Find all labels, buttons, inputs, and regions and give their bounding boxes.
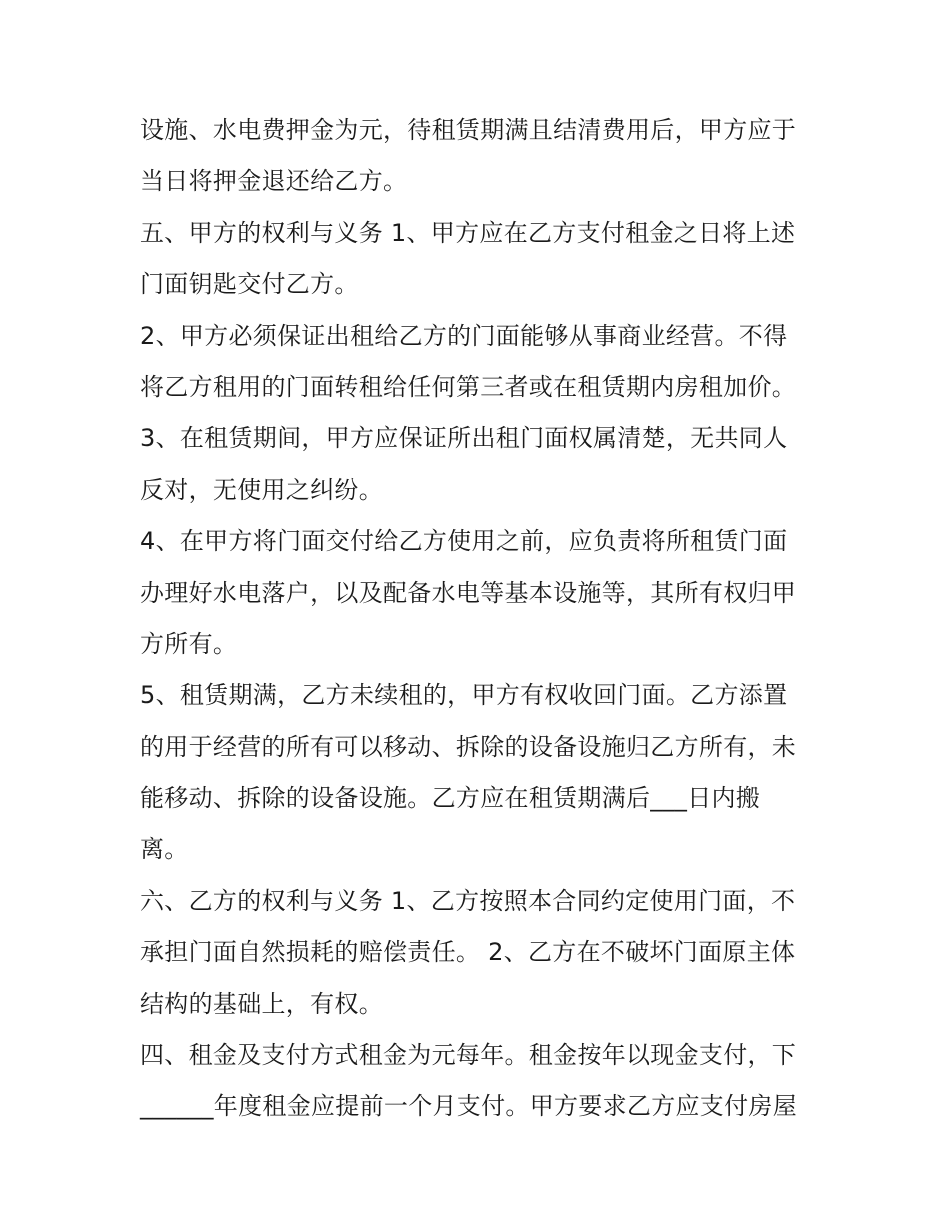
text-line: 设施、水电费押金为元，待租赁期满且结清费用后，甲方应于 bbox=[140, 116, 797, 144]
text-line: 能移动、拆除的设备设施。乙方应在租赁期满后___日内搬 bbox=[140, 784, 761, 813]
text-line: 四、租金及支付方式租金为元每年。租金按年以现金支付，下 bbox=[140, 1041, 797, 1070]
text-line: 2、甲方必须保证出租给乙方的门面能够从事商业经营。不得 bbox=[140, 321, 788, 350]
text-line: 当日将押金退还给乙方。 bbox=[140, 167, 408, 196]
document-body bbox=[140, 105, 820, 1133]
text-line: 办理好水电落户，以及配备水电等基本设施等，其所有权归甲 bbox=[140, 578, 797, 607]
text-line: 离。 bbox=[140, 835, 189, 864]
text-line: 方所有。 bbox=[140, 629, 238, 658]
text-line: 承担门面自然损耗的赔偿责任。 2、乙方在不破坏门面原主体 bbox=[140, 938, 796, 967]
text-line: 反对，无使用之纠纷。 bbox=[140, 475, 383, 504]
text-line: 将乙方租用的门面转租给任何第三者或在租赁期内房租加价。 bbox=[140, 372, 797, 401]
text-line: 门面钥匙交付乙方。 bbox=[140, 270, 359, 299]
text-line: 5、租赁期满，乙方未续租的，甲方有权收回门面。乙方添置 bbox=[140, 681, 788, 710]
text-line: 3、在租赁期间，甲方应保证所出租门面权属清楚，无共同人 bbox=[140, 424, 788, 453]
text-line: 五、甲方的权利与义务 1、甲方应在乙方支付租金之日将上述 bbox=[140, 218, 796, 247]
text-line: 的用于经营的所有可以移动、拆除的设备设施归乙方所有，未 bbox=[140, 732, 797, 761]
text-line: ______年度租金应提前一个月支付。甲方要求乙方应支付房屋 bbox=[140, 1092, 797, 1121]
text-line: 结构的基础上，有权。 bbox=[140, 989, 383, 1018]
text-line: 4、在甲方将门面交付给乙方使用之前，应负责将所租赁门面 bbox=[140, 527, 788, 556]
text-line: 六、乙方的权利与义务 1、乙方按照本合同约定使用门面，不 bbox=[140, 886, 796, 915]
